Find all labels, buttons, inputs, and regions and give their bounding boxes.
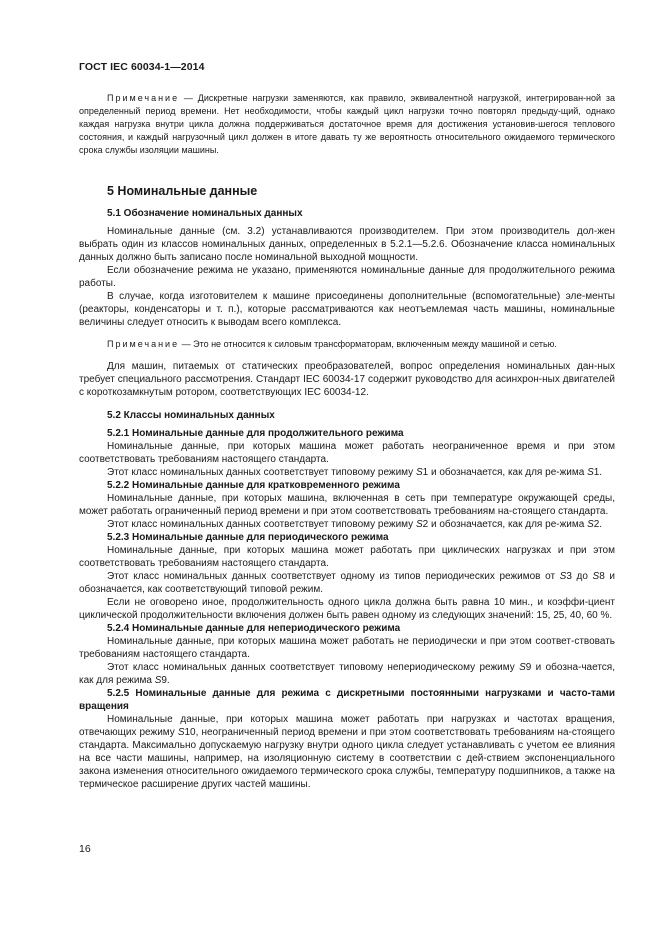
text-run: 10, неограниченный период времени и при этом соответствовать требованиям на-стоящего стандарта. Максимально допускаемую нагрузку внутри одного цикла следует устанавливать с учетом ее влияния на все части машины, например, на изоляционную систему в соответствии с дей-ствием экспоненциального закона изменения относительного ожидаемого термического срока службы, температуру подшипников, а также на термическое расширение других частей машины. (79, 727, 615, 790)
paragraph: В случае, когда изготовителем к машине присоединены дополнительные (вспомогательные) эле-менты (реакторы, конденсаторы и т. п.), которые рассматриваются как неотъемлемая часть машины, номинальные величины следует относить к выводам всего комплекса. (79, 291, 615, 328)
paragraph (79, 518, 615, 531)
italic-symbol: S (592, 571, 600, 582)
document-body (79, 92, 615, 791)
section-heading: 5 Номинальные данные (107, 184, 258, 198)
paragraph: Если обозначение режима не указано, применяются номинальные данные для продолжительного режима работы. (79, 265, 615, 289)
text-run: 1 и обозначается, как для ре-жима (422, 467, 588, 478)
paragraph: Номинальные данные (см. 3.2) устанавливаются производителем. При этом производитель дол-жен выбрать один из классов номинальных данных, определенных в 5.2.1—5.2.6. Обозначение класса номинальных данных должно быть записано после номинальной выходной мощности. (79, 226, 615, 263)
paragraph: Номинальные данные, при которых машина может работать при циклических нагрузках и при этом соответствовать требованиям настоящего стандарта. (79, 545, 615, 569)
paragraph: Номинальные данные, при которых машина может работать неограниченное время и при этом соответствовать требованиям настоящего стандарта. (79, 441, 615, 465)
paragraph (79, 713, 615, 791)
paragraph: Номинальные данные, при которых машина, включенная в сеть при температуре окружающей среды, может работать ограниченный период времени и при этом соответствовать требованиям на-стоящего стандарта. (79, 493, 615, 517)
text-run: Этот класс номинальных данных соответствует одному из типов периодических режимов от (107, 571, 560, 582)
page-number: 16 (79, 843, 91, 855)
paragraph (79, 466, 615, 479)
clause-heading: 5.2.2 Номинальные данные для кратковременного режима (107, 480, 400, 491)
italic-symbol: S (559, 571, 567, 582)
document-header: ГОСТ IEC 60034-1—2014 (79, 61, 205, 73)
text-run: 2 и обозначается, как для ре-жима (422, 519, 588, 530)
paragraph: Для машин, питаемых от статических преобразователей, вопрос определения номинальных дан-ных требует специального рассмотрения. Стандарт IEC 60034-17 содержит руководство для асинхрон-ных двигателей с короткозамкнутым ротором, соответствующих IEC 60034-12. (79, 361, 615, 398)
italic-symbol: S (415, 467, 423, 478)
text-run: Номинальные данные, при которых машина может работать при нагрузках и частотах вращения, отвечающих режиму (79, 714, 615, 738)
clause-heading: 5.2.5 Номинальные данные для режима с дискретными постоянными нагрузками и часто-тами вращения (79, 688, 615, 712)
italic-symbol: S (415, 519, 423, 530)
paragraph: Если не оговорено иное, продолжительность одного цикла должна быть равна 10 мин., и коэффи-циент циклической продолжительности включения должен быть равен одному из следующих значений: 15, 25, 40, 60 %. (79, 597, 615, 621)
subsection-heading: 5.1 Обозначение номинальных данных (107, 208, 303, 219)
text-run: 3 до (566, 571, 593, 582)
text-run: 2. (593, 519, 603, 530)
paragraph (79, 661, 615, 687)
paragraph (79, 570, 615, 596)
subsection-heading: 5.2 Классы номинальных данных (107, 410, 275, 421)
clause-heading: 5.2.4 Номинальные данные для непериодического режима (107, 623, 401, 634)
note-text: — Дискретные нагрузки заменяются, как правило, эквивалентной нагрузкой, интегрирован-ной за определенный период времени. Нет необходимости, чтобы каждый цикл нагрузки точно повторял предыду-щий, однако каждая нагрузка внутри цикла должна поддерживаться достаточное время для достижения установив-шегося теплового состояния, и каждый нагрузочный цикл должен в итоге давать ту же вероятность относительного ожидаемого термического срока службы изоляции машины. (79, 93, 615, 155)
note-label: Примечание (107, 93, 180, 103)
text-run: Этот класс номинальных данных соответствует типовому режиму (107, 467, 416, 478)
clause-heading: 5.2.1 Номинальные данные для продолжительного режима (107, 428, 404, 439)
note-text: — Это не относится к силовым трансформаторам, включенным между машиной и сетью. (179, 339, 557, 349)
italic-symbol: S (154, 675, 162, 686)
text-run: 9. (161, 675, 170, 686)
italic-symbol: S (587, 519, 594, 530)
note-paragraph (79, 338, 615, 351)
note-paragraph (79, 92, 615, 157)
text-run: Этот класс номинальных данных соответствует типовому режиму (107, 519, 416, 530)
clause-heading: 5.2.3 Номинальные данные для периодического режима (107, 532, 389, 543)
text-run: 1. (593, 467, 603, 478)
italic-symbol: S (587, 467, 594, 478)
text-run: Этот класс номинальных данных соответствует типовому непериодическому режиму (107, 662, 520, 673)
italic-symbol: S (519, 662, 526, 673)
note-label: Примечание (107, 339, 180, 349)
italic-symbol: S (177, 727, 185, 738)
text-run: 8 и обозначается, как соответствующий типовой режим. (79, 571, 615, 595)
paragraph: Номинальные данные, при которых машина может работать не периодически и при этом соответ-ствовать требованиям настоящего стандарта. (79, 636, 615, 660)
text-run: 9 и обозна-чается, как для режима (79, 662, 615, 686)
